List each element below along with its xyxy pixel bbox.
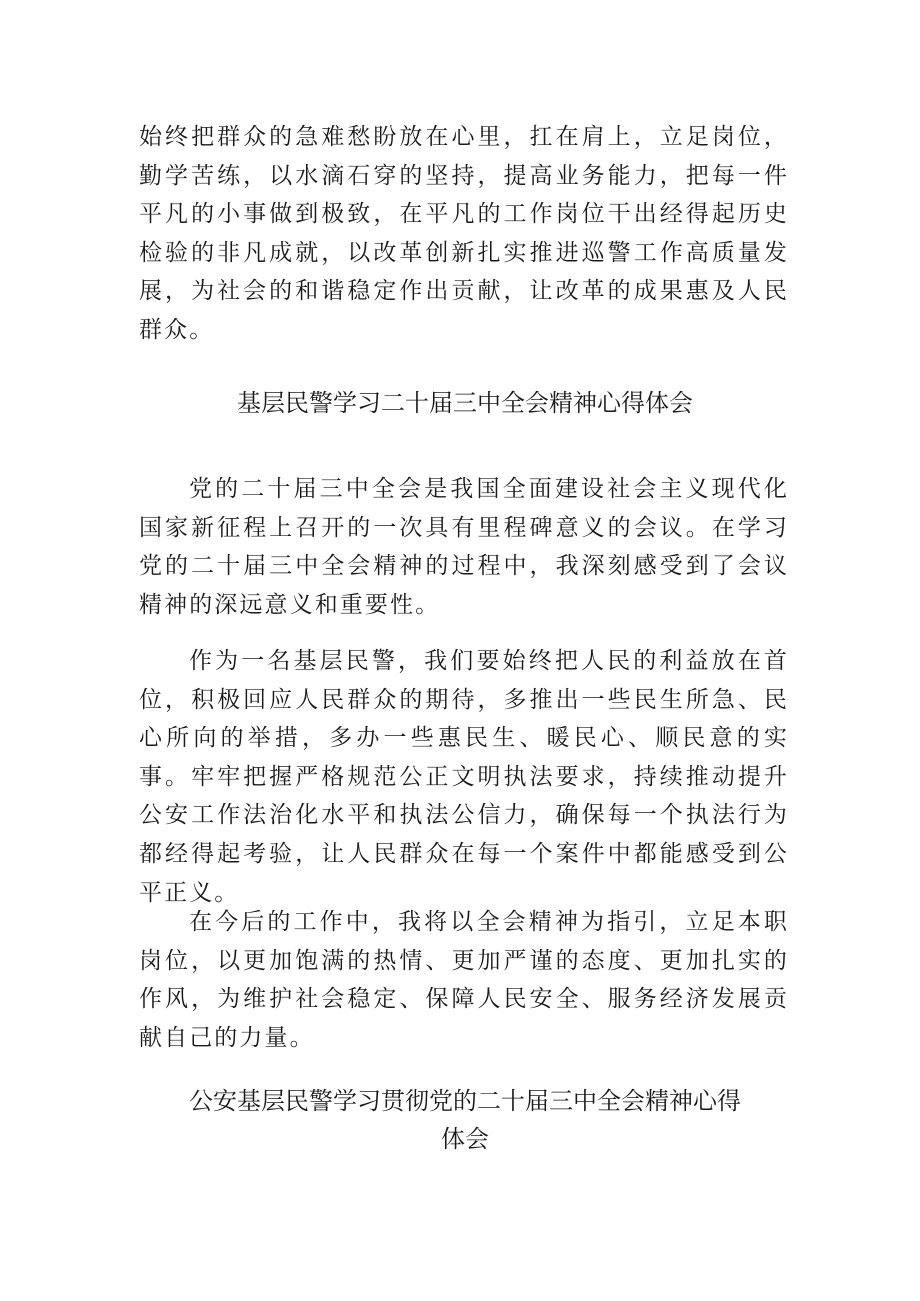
continuation-paragraph: 始终把群众的急难愁盼放在心里，扛在肩上，立足岗位，勤学苦练，以水滴石穿的坚持，提高业务能力，把每一件平凡的小事做到极致，在平凡的工作岗位干出经得起历史检验的非凡成就，以改革创新扎实推进巡警工作高质量发展，为社会的和谐稳定作出贡献，让改革的成果惠及人民群众。: [139, 124, 789, 343]
section-2-title-line-1: 公安基层民警学习贯彻党的二十届三中全会精神心得: [189, 1087, 741, 1115]
section-1-paragraph-1: 党的二十届三中全会是我国全面建设社会主义现代化国家新征程上召开的一次具有里程碑意义的会议。在学习党的二十届三中全会精神的过程中，我深刻感受到了会议精神的深远意义和重要性。: [139, 476, 789, 618]
section-1-title: 基层民警学习二十届三中全会精神心得体会: [237, 389, 693, 417]
section-2-title-line-2: 体会: [441, 1125, 489, 1153]
section-1-paragraph-2: 作为一名基层民警，我们要始终把人民的利益放在首位，积极回应人民群众的期待，多推出一些民生所急、民心所向的举措，多办一些惠民生、暖民心、顺民意的实事。牢牢把握严格规范公正文明执法要求，持续推动提升公安工作法治化水平和执法公信力，确保每一个执法行为都经得起考验，让人民群众在每一个案件中都能感受到公平正义。: [139, 648, 789, 906]
section-2-title: [140, 1082, 790, 1158]
section-1-paragraph-3: 在今后的工作中，我将以全会精神为指引，立足本职岗位，以更加饱满的热情、更加严谨的态度、更加扎实的作风，为维护社会稳定、保障人民安全、服务经济发展贡献自己的力量。: [139, 909, 789, 1051]
